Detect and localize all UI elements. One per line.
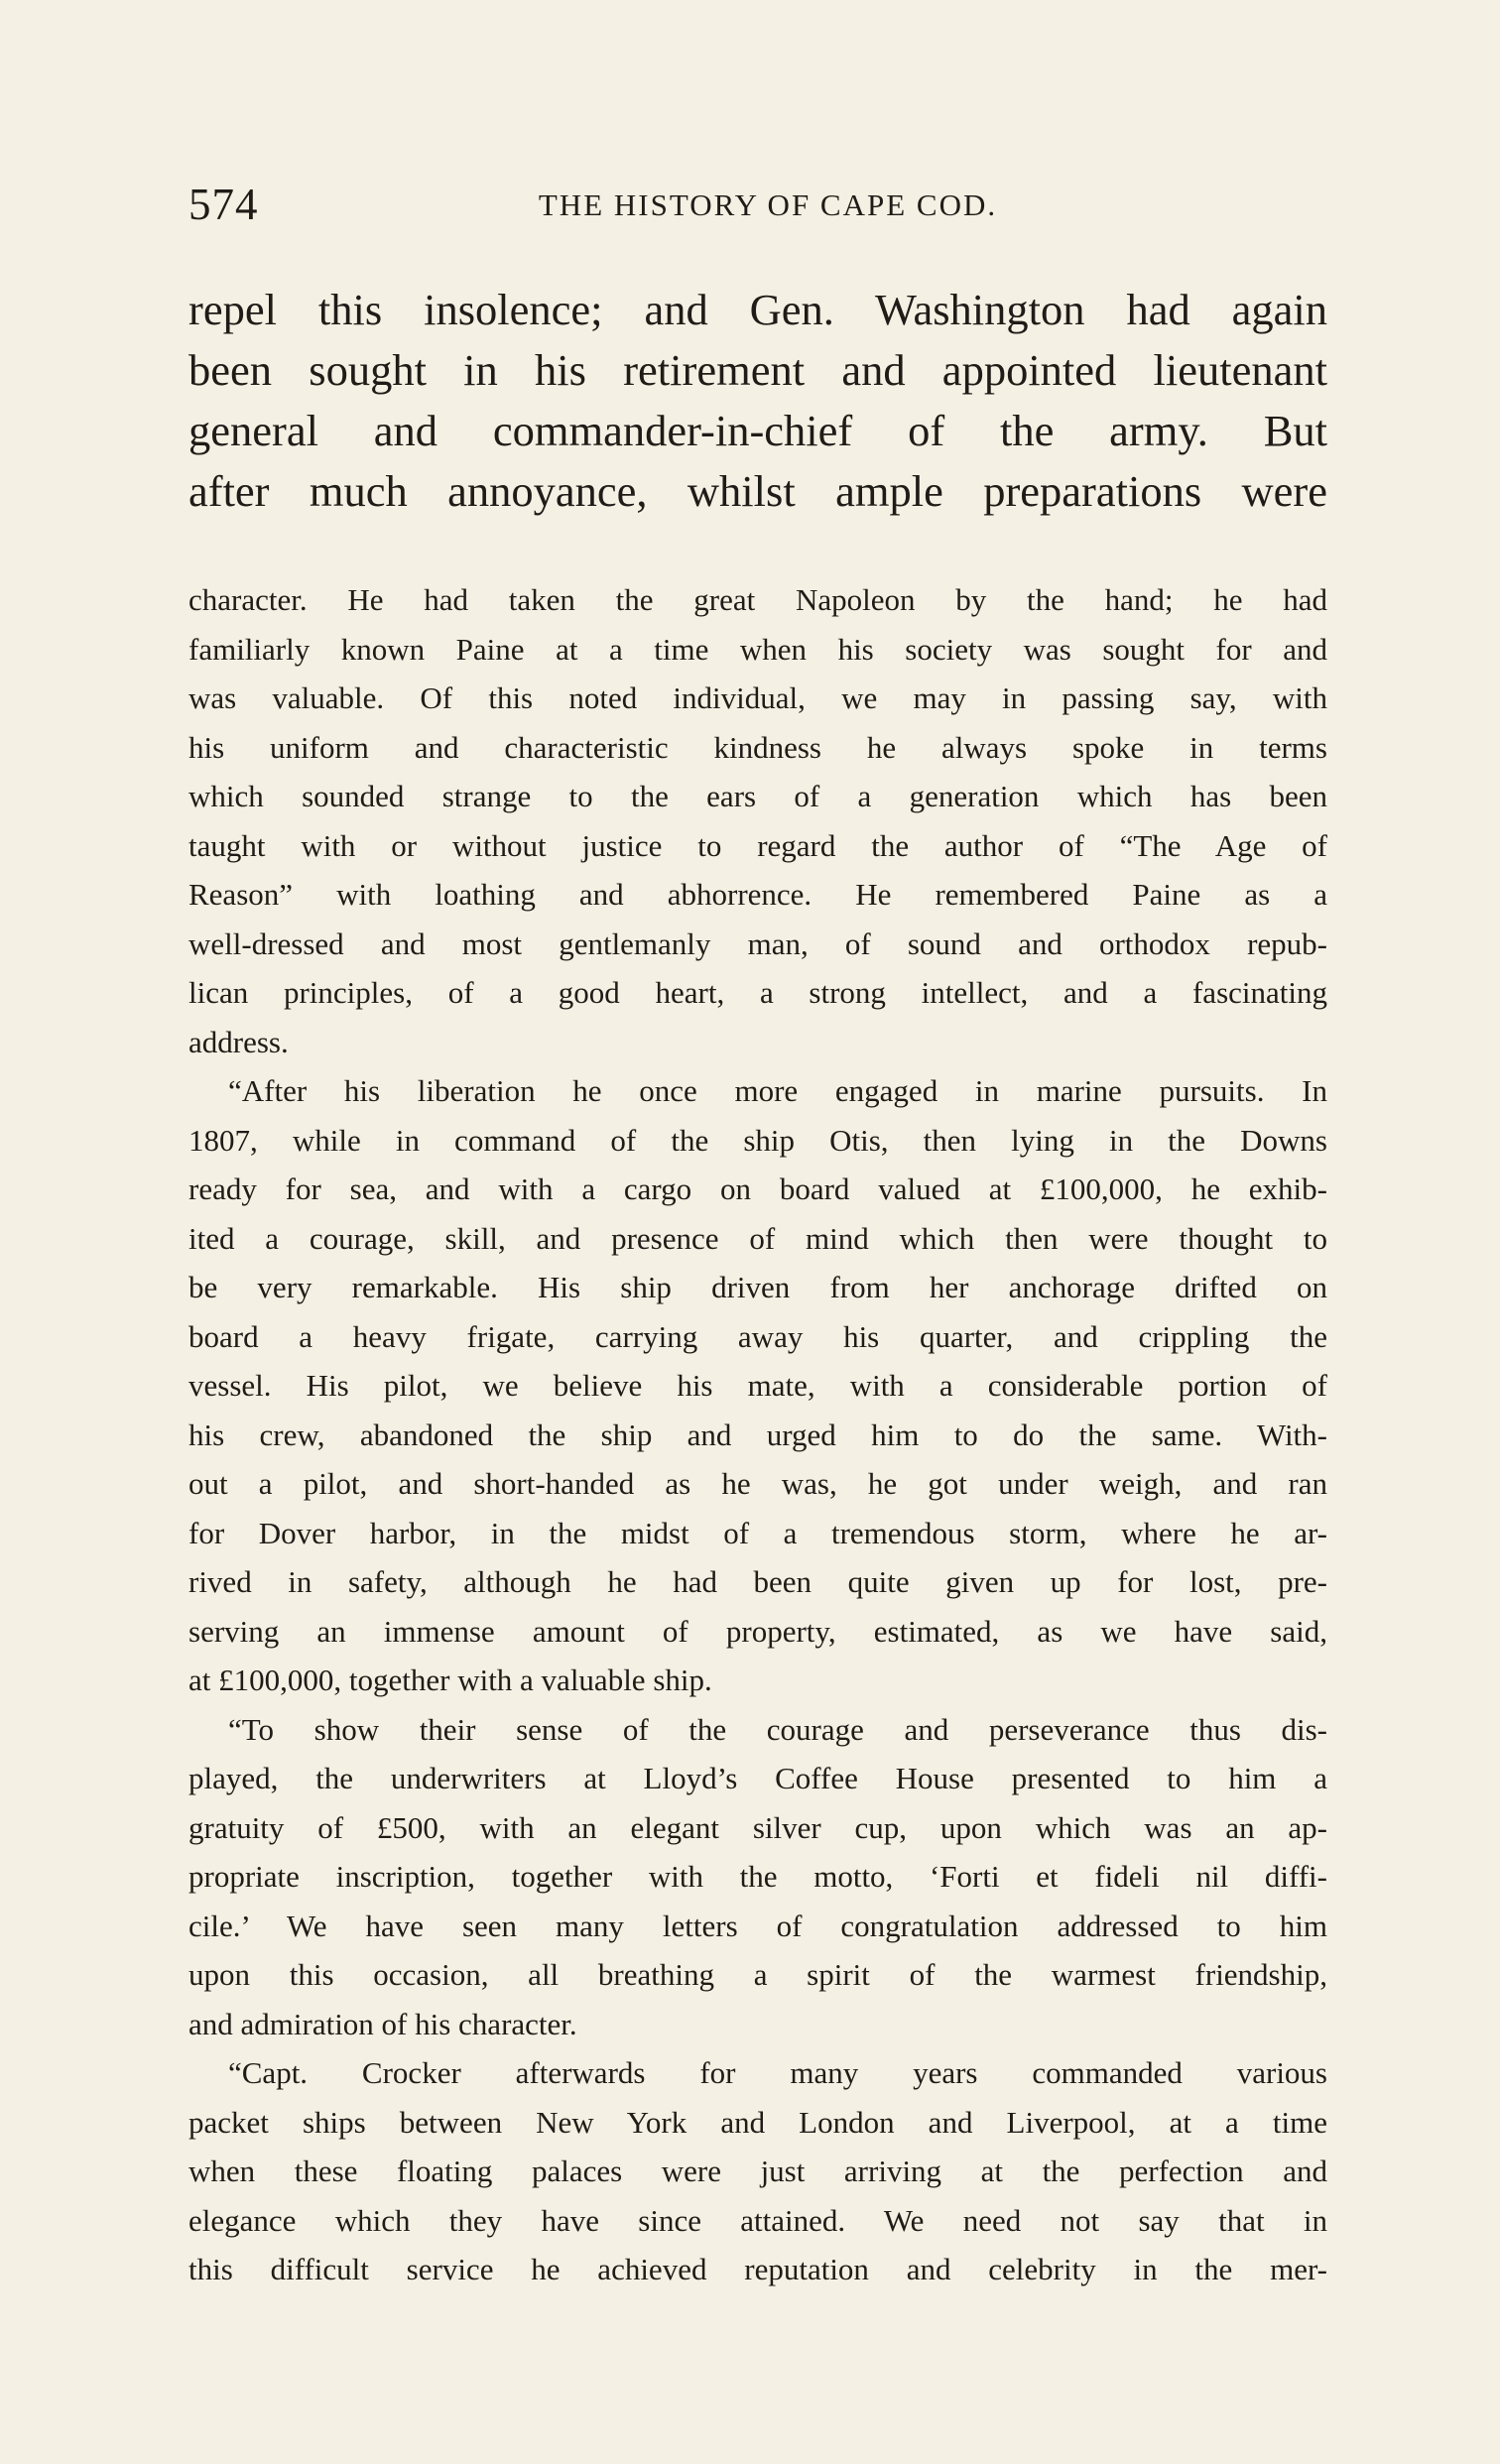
note-line: which sounded strange to the ears of a generation which has been (188, 779, 1327, 813)
main-text-line: repel this insolence; and Gen. Washington had again (188, 285, 1327, 334)
note-line: upon this occasion, all breathing a spirit of the warmest friendship, (188, 1957, 1327, 1992)
note-line: at £100,000, together with a valuable ship. (188, 1663, 712, 1697)
note-line: for Dover harbor, in the midst of a tremendous storm, where he ar- (188, 1515, 1327, 1550)
note-line: propriate inscription, together with the motto, ‘Forti et fideli nil diffi- (188, 1859, 1327, 1894)
note-line: character. He had taken the great Napoleon by the hand; he had (188, 582, 1327, 617)
note-line: familiarly known Paine at a time when his society was sought for and (188, 631, 1327, 667)
note-line: taught with or without justice to regard the author of “The Age of (188, 827, 1327, 863)
main-text-line: after much annoyance, whilst ample preparations were (188, 466, 1327, 516)
note-line: when these floating palaces were just arriving at the perfection and (188, 2154, 1327, 2188)
note-line: packet ships between New York and London and Liverpool, at a time (188, 2104, 1327, 2140)
footnote-block (188, 575, 1327, 2294)
note-line: lican principles, of a good heart, a strong intellect, and a fascinating (188, 975, 1327, 1010)
main-text-line: general and commander-in-chief of the army. But (188, 406, 1327, 455)
main-text-block (188, 280, 1327, 522)
note-line: well-dressed and most gentlemanly man, of sound and orthodox repub- (188, 925, 1327, 961)
page-number: 574 (188, 180, 259, 229)
note-line: rived in safety, although he had been quite given up for lost, pre- (188, 1564, 1327, 1599)
note-line: “After his liberation he once more engaged in marine pursuits. In (228, 1073, 1327, 1108)
note-line: was valuable. Of this noted individual, we may in passing say, with (188, 680, 1327, 715)
note-line: and admiration of his character. (188, 2006, 577, 2041)
note-line: cile.’ We have seen many letters of congratulation addressed to him (188, 1908, 1327, 1943)
note-line: his uniform and characteristic kindness he always spoke in terms (188, 729, 1327, 765)
note-line: board a heavy frigate, carrying away his quarter, and crippling the (188, 1318, 1327, 1354)
note-line: ready for sea, and with a cargo on board valued at £100,000, he exhib- (188, 1171, 1327, 1206)
note-line: this difficult service he achieved reputation and celebrity in the mer- (188, 2252, 1327, 2286)
note-line: played, the underwriters at Lloyd’s Coffee House presented to him a (188, 1761, 1327, 1795)
note-line: ited a courage, skill, and presence of mind which then were thought to (188, 1220, 1327, 1256)
note-line: his crew, abandoned the ship and urged him to do the same. With- (188, 1417, 1327, 1452)
note-line: “To show their sense of the courage and perseverance thus dis- (228, 1711, 1327, 1747)
note-line: out a pilot, and short-handed as he was, he got under weigh, and ran (188, 1466, 1327, 1501)
main-text-line: been sought in his retirement and appointed lieutenant (188, 345, 1327, 395)
note-line: “Capt. Crocker afterwards for many years commanded various (228, 2055, 1327, 2090)
running-head: THE HISTORY OF CAPE COD. (538, 187, 998, 222)
note-line: gratuity of £500, with an elegant silver cup, upon which was an ap- (188, 1809, 1327, 1845)
note-line: be very remarkable. His ship driven from her anchorage drifted on (188, 1270, 1327, 1304)
note-line: address. (188, 1024, 289, 1059)
note-line: 1807, while in command of the ship Otis, then lying in the Downs (188, 1122, 1327, 1158)
note-line: Reason” with loathing and abhorrence. He remembered Paine as a (188, 877, 1327, 912)
note-line: elegance which they have since attained. We need not say that in (188, 2202, 1327, 2238)
note-line: serving an immense amount of property, estimated, as we have said, (188, 1613, 1327, 1649)
page-header (188, 175, 1327, 234)
note-line: vessel. His pilot, we believe his mate, with a considerable portion of (188, 1368, 1327, 1403)
